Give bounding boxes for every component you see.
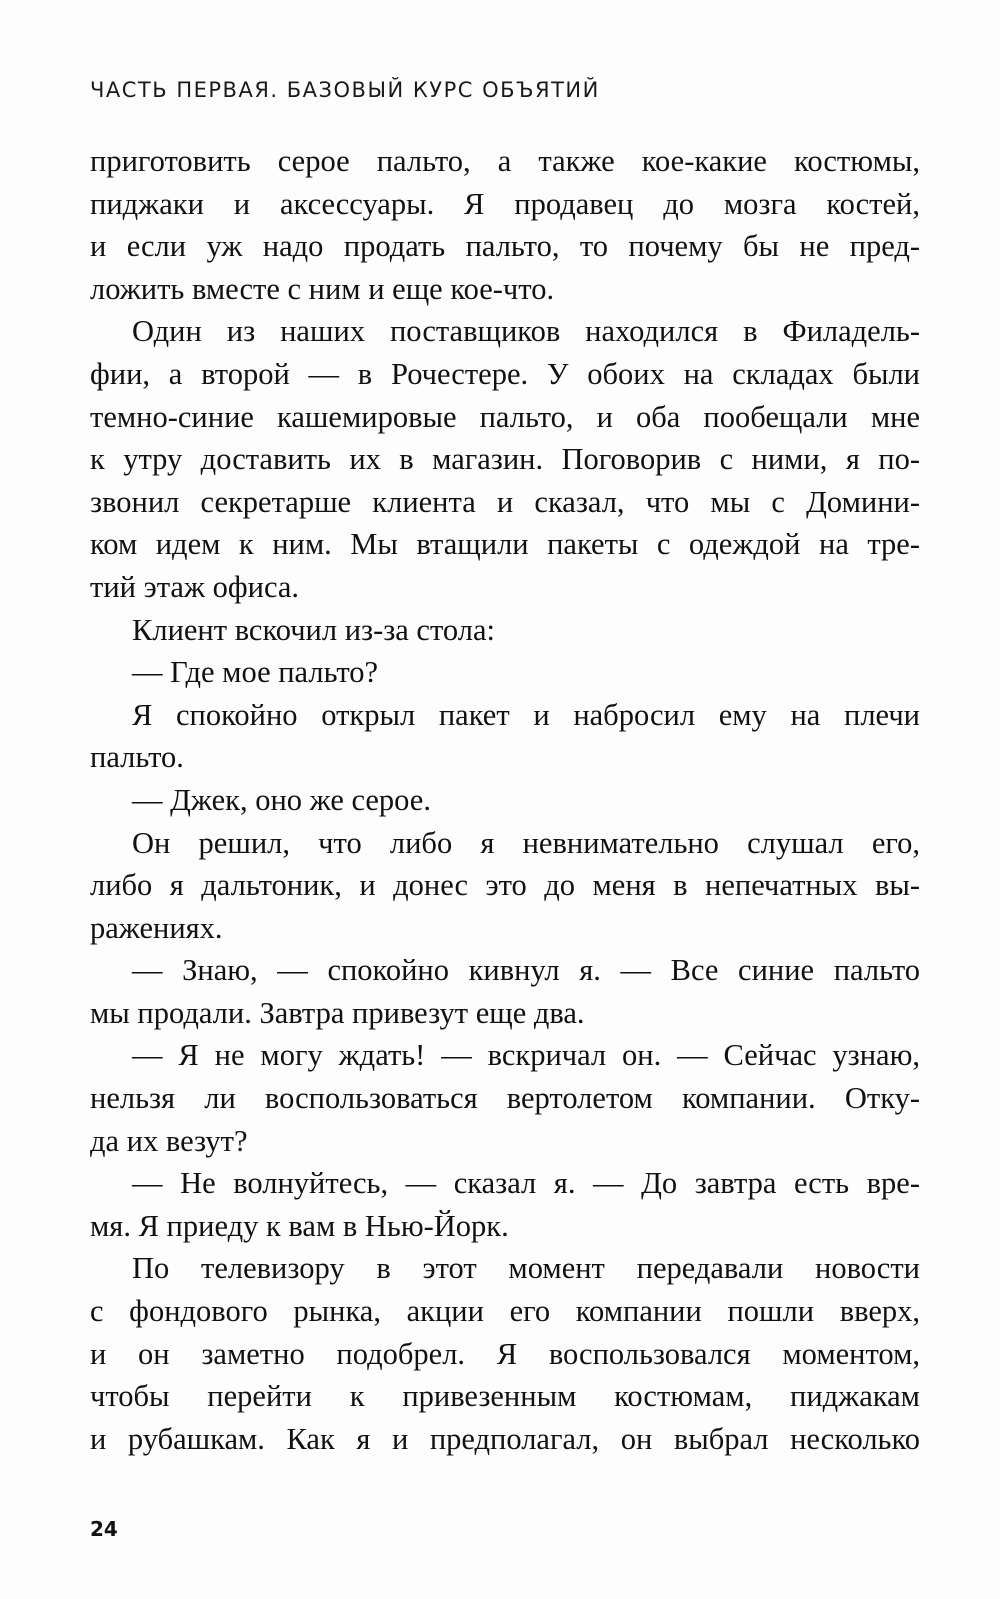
text-line: приготовить серое пальто, а также кое-какие костюмы, [90, 144, 920, 178]
text-line: да их везут? [90, 1123, 248, 1158]
text-line: мы продали. Завтра привезут еще два. [90, 995, 585, 1030]
text-line: — Где мое пальто? [132, 655, 379, 690]
text-line: По телевизору в этот момент передавали новости [132, 1251, 920, 1286]
text-line: ложить вместе с ним и еще кое-что. [90, 271, 555, 306]
text-line: пальто. [90, 740, 184, 775]
text-line: ком идем к ним. Мы втащили пакеты с одеждой на тре- [90, 527, 920, 562]
text-line: с фондового рынка, акции его компании пошли вверх, [90, 1294, 920, 1329]
text-line: и если уж надо продать пальто, то почему бы не пред- [90, 229, 920, 264]
text-line: нельзя ли воспользоваться вертолетом компании. Отку- [90, 1081, 920, 1116]
text-line: ражениях. [90, 910, 223, 945]
text-line: тий этаж офиса. [90, 569, 300, 604]
text-line: — Я не могу ждать! — вскричал он. — Сейчас узнаю, [132, 1038, 920, 1073]
text-line: — Знаю, — спокойно кивнул я. — Все синие пальто [132, 953, 920, 988]
text-line: звонил секретарше клиента и сказал, что мы с Домини- [90, 484, 920, 519]
text-line: фии, а второй — в Рочестере. У обоих на складах были [90, 356, 920, 391]
text-line: либо я дальтоник, и донес это до меня в непечатных вы- [90, 868, 920, 903]
text-line: — Не волнуйтесь, — сказал я. — До завтра есть вре- [132, 1166, 920, 1201]
text-line: — Джек, оно же серое. [132, 782, 431, 817]
text-line: Я спокойно открыл пакет и набросил ему на плечи [132, 697, 920, 732]
text-line: мя. Я приеду к вам в Нью-Йорк. [90, 1208, 509, 1243]
text-line: пиджаки и аксессуары. Я продавец до мозга костей, [90, 186, 920, 221]
page-number: 24 [90, 1517, 118, 1541]
text-line: Клиент вскочил из-за стола: [132, 612, 495, 647]
running-header: ЧАСТЬ ПЕРВАЯ. БАЗОВЫЙ КУРС ОБЪЯТИЙ [90, 78, 600, 102]
text-line: к утру доставить их в магазин. Поговорив с ними, я по- [90, 442, 920, 477]
text-line: Он решил, что либо я невнимательно слушал его, [132, 825, 920, 860]
text-line: Один из наших поставщиков находился в Филадель- [132, 314, 920, 349]
text-line: чтобы перейти к привезенным костюмам, пиджакам [90, 1379, 920, 1414]
text-line: темно-синие кашемировые пальто, и оба пообещали мне [90, 399, 920, 434]
body-text [90, 140, 920, 1460]
text-line: и он заметно подобрел. Я воспользовался моментом, [90, 1336, 920, 1371]
text-line: и рубашкам. Как я и предполагал, он выбрал несколько [90, 1421, 920, 1456]
